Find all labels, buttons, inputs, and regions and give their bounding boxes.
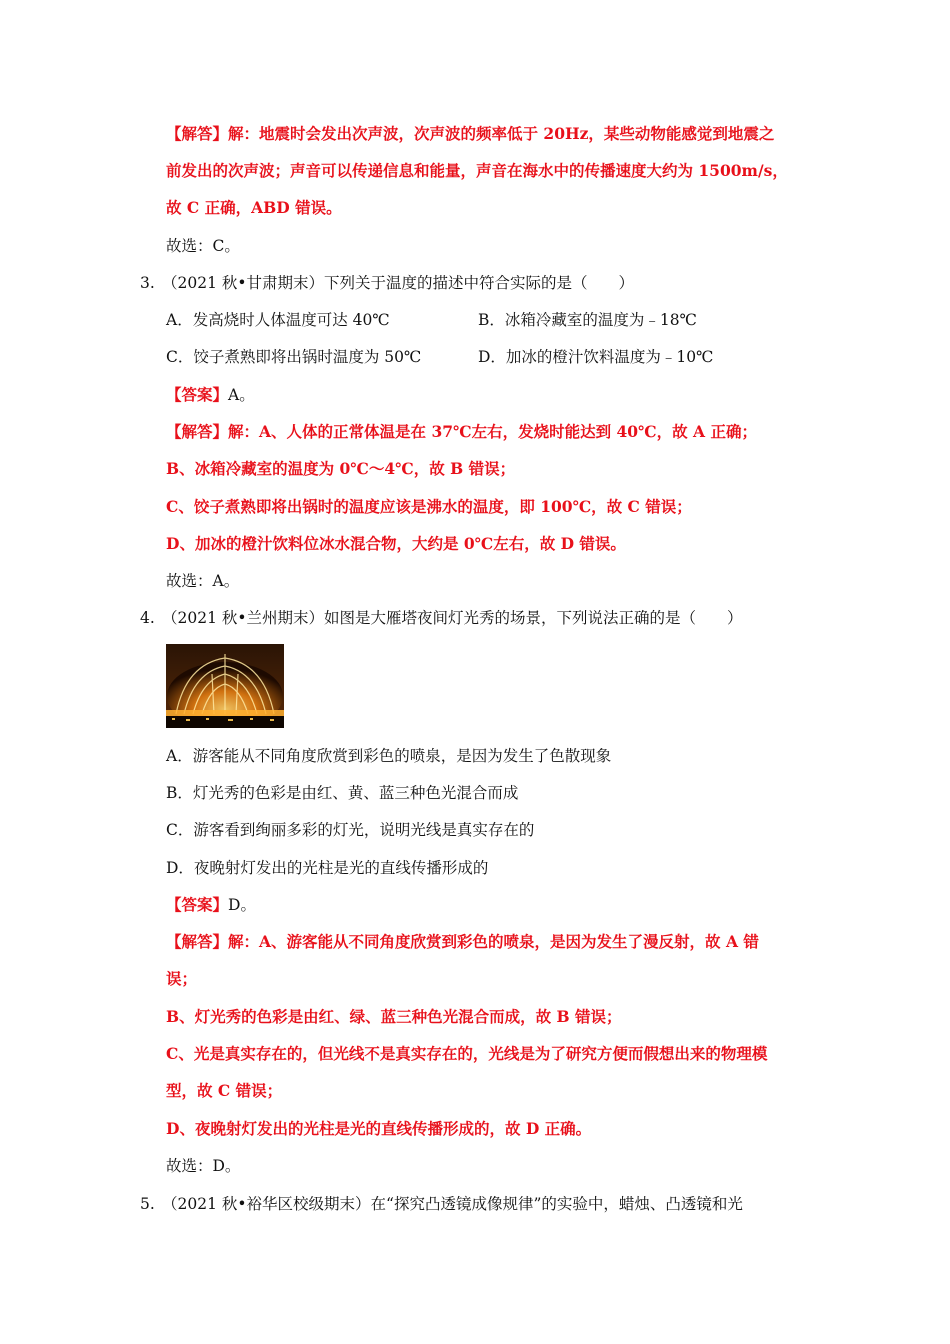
q3-answer: 【答案】A。 <box>166 385 255 404</box>
q2-analysis-line-1: 【解答】解：地震时会发出次声波，次声波的频率低于 20Hz，某些动物能感觉到地震之 <box>166 124 775 143</box>
q4-option-a: A．游客能从不同角度欣赏到彩色的喷泉，是因为发生了色散现象 <box>166 747 612 765</box>
q3-option-b: B．冰箱冷藏室的温度为﹣18℃ <box>478 311 697 329</box>
q4-number: 4. <box>140 609 155 627</box>
q4-stem: 4. （2021 秋•兰州期末）如图是大雁塔夜间灯光秀的场景，下列说法正确的是（ ） <box>140 609 743 627</box>
q4-analysis-line-5: 型，故 C 错误； <box>166 1081 283 1100</box>
q2-final-answer: 故选：C。 <box>166 237 240 255</box>
q3-analysis-line-3: C、饺子煮熟即将出锅时的温度应该是沸水的温度，即 100℃，故 C 错误； <box>166 497 692 516</box>
q4-analysis-line-3: B、灯光秀的色彩是由红、绿、蓝三种色光混合而成，故 B 错误； <box>166 1007 622 1026</box>
q3-analysis-tag: 【解答】 <box>166 422 229 441</box>
q3-analysis-line-4: D、加冰的橙汁饮料位冰水混合物，大约是 0℃左右，故 D 错误。 <box>166 534 626 553</box>
q4-analysis-line-4: C、光是真实存在的，但光线不是真实存在的，光线是为了研究方便而假想出来的物理模 <box>166 1044 768 1063</box>
fountain-light-show-photo <box>166 644 284 728</box>
q4-option-c: C．游客看到绚丽多彩的灯光，说明光线是真实存在的 <box>166 821 535 839</box>
q2-analysis-line-3: 故 C 正确，ABD 错误。 <box>166 198 342 217</box>
q3-answer-tag: 【答案】 <box>166 385 229 404</box>
q4-analysis-line-2: 误； <box>166 969 198 988</box>
q3-number: 3. <box>140 274 155 292</box>
q4-analysis-tag: 【解答】 <box>166 932 229 951</box>
fountain-illustration <box>166 644 284 728</box>
q4-analysis-line-1: 【解答】解：A、游客能从不同角度欣赏到彩色的喷泉，是因为发生了漫反射，故 A 错 <box>166 932 759 951</box>
q5-stem: 5. （2021 秋•裕华区校级期末）在“探究凸透镜成像规律”的实验中，蜡烛、凸透镜和光 <box>140 1195 743 1213</box>
q4-analysis-line-6: D、夜晚射灯发出的光柱是光的直线传播形成的，故 D 正确。 <box>166 1119 592 1138</box>
q3-final-answer: 故选：A。 <box>166 572 240 590</box>
q3-analysis-line-1: 【解答】解：A、人体的正常体温是在 37℃左右，发烧时能达到 40℃，故 A 正确； <box>166 422 757 441</box>
q4-option-b: B．灯光秀的色彩是由红、黄、蓝三种色光混合而成 <box>166 784 519 802</box>
q3-option-a: A．发高烧时人体温度可达 40℃ <box>166 311 390 329</box>
q4-answer-tag: 【答案】 <box>166 895 229 914</box>
q3-option-c: C．饺子煮熟即将出锅时温度为 50℃ <box>166 348 422 366</box>
q2-analysis-tag: 【解答】 <box>166 124 229 143</box>
q4-final-answer: 故选：D。 <box>166 1157 241 1175</box>
q5-number: 5. <box>140 1195 155 1213</box>
q3-analysis-line-2: B、冰箱冷藏室的温度为 0℃～4℃，故 B 错误； <box>166 459 516 478</box>
q4-answer: 【答案】D。 <box>166 895 256 914</box>
q3-option-d: D．加冰的橙汁饮料温度为﹣10℃ <box>478 348 714 366</box>
q4-option-d: D．夜晚射灯发出的光柱是光的直线传播形成的 <box>166 859 489 877</box>
q2-analysis-line-2: 前发出的次声波；声音可以传递信息和能量，声音在海水中的传播速度大约为 1500m/s， <box>166 161 788 180</box>
q3-stem: 3. （2021 秋•甘肃期末）下列关于温度的描述中符合实际的是（ ） <box>140 274 635 292</box>
